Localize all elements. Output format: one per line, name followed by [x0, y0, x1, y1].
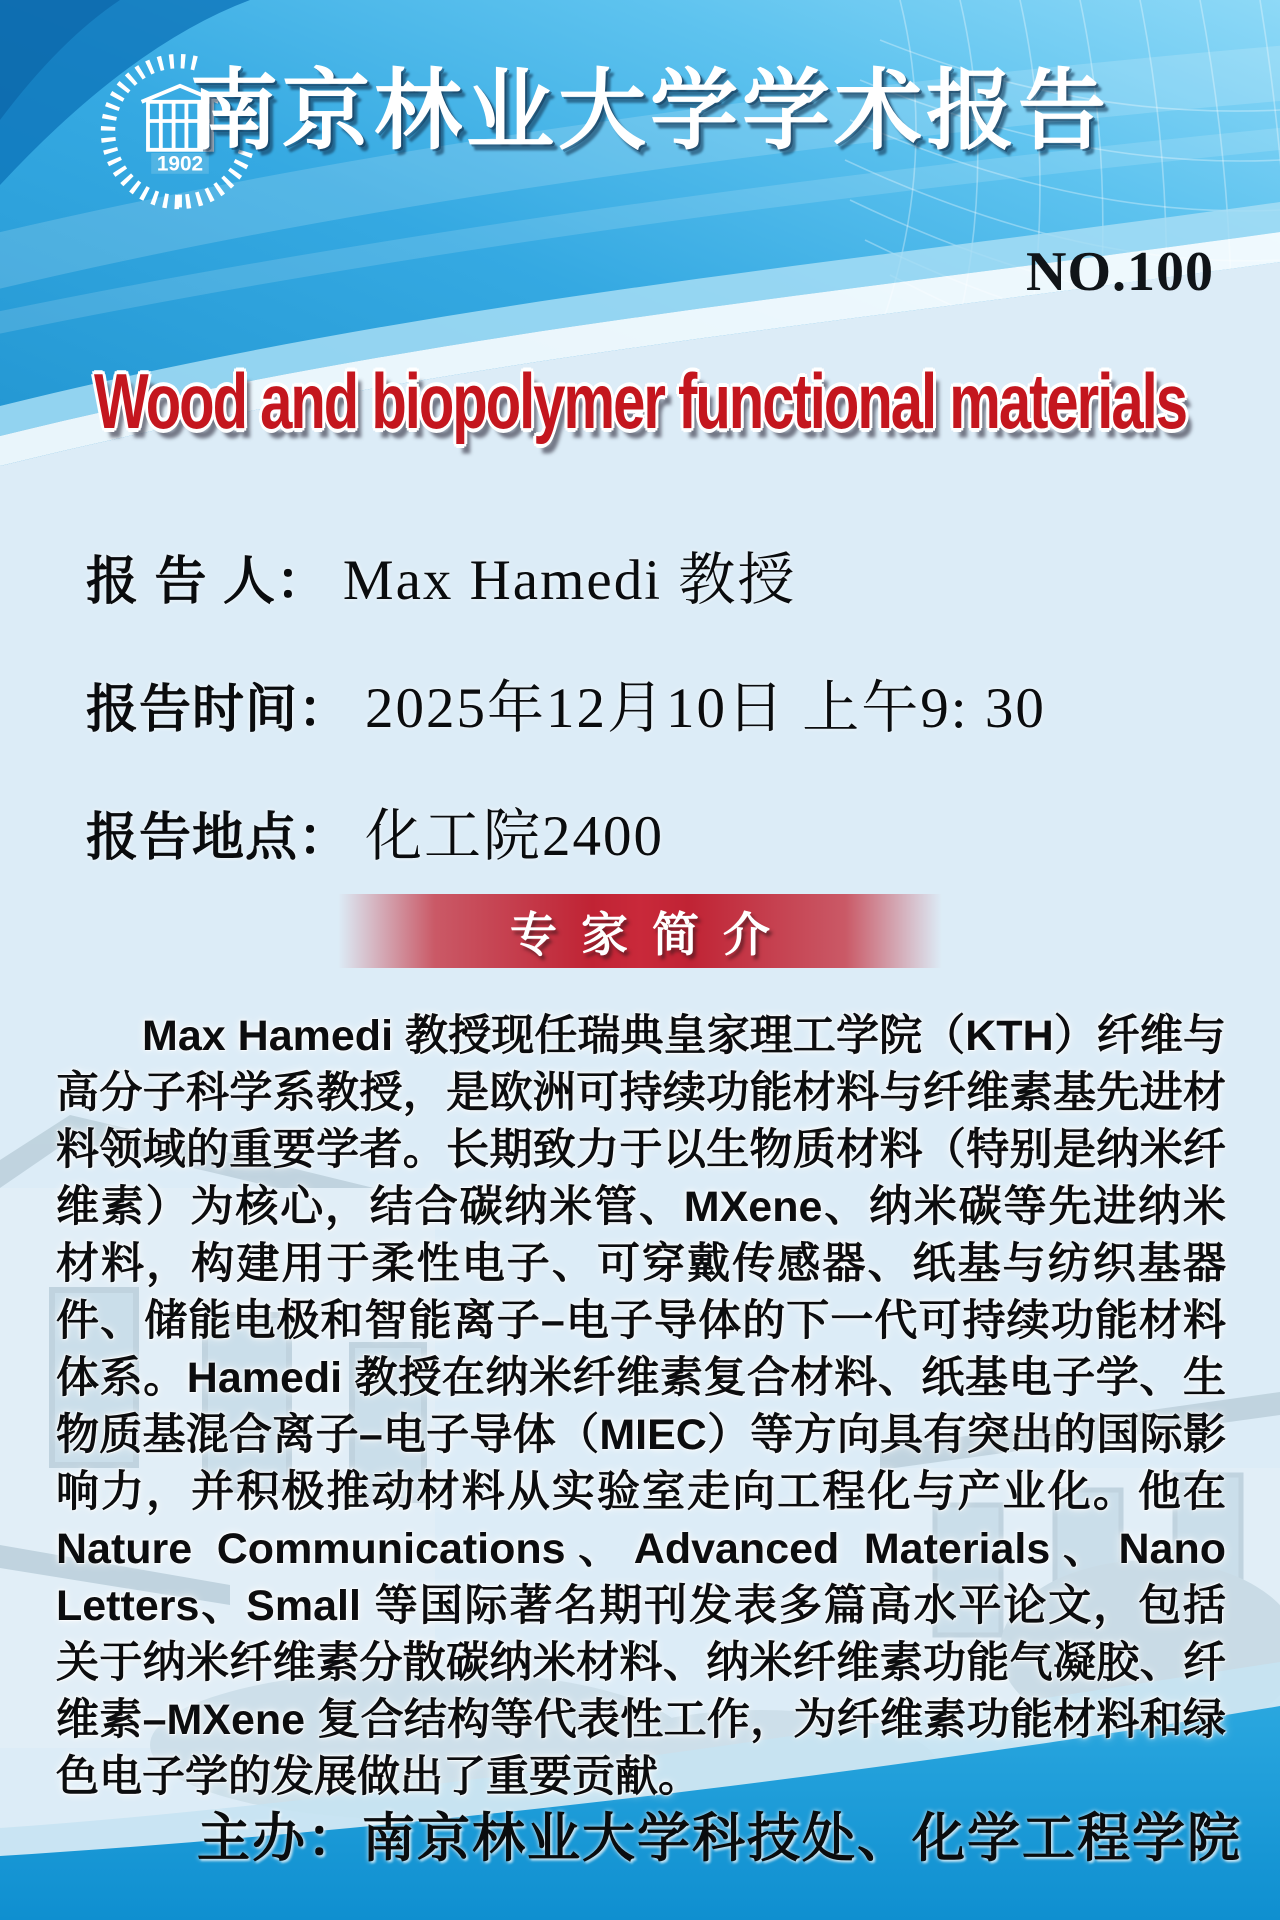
speaker-value: Max Hamedi 教授 — [342, 549, 797, 612]
emblem-year: 1902 — [156, 152, 204, 176]
expert-bio-paragraph: Max Hamedi 教授现任瑞典皇家理工学院（KTH）纤维与高分子科学系教授，是欧洲可持续功能材料与纤维素基先进材料领域的重要学者。长期致力于以生物质材料（特别是纳米纤维素）为核心，结合碳纳米管、MXene、纳米碳等先进纳米材料，构建用于柔性电子、可穿戴传感器、纸基与纺织基器件、储能电极和智能离子–电子导体的下一代可持续功能材料体系。Hamedi 教授在纳米纤维素复合材料、纸基电子学、生物质基混合离子–电子导体（MIEC）等方向具有突出的国际影响力，并积极推动材料从实验室走向工程化与产业化。他在 Nature Communications、Advanced Materials、Nano Letters、Small 等国际著名期刊发表多篇高水平论文，包括关于纳米纤维素分散碳纳米材料、纳米纤维素功能气凝胶、纤维素–MXene 复合结构等代表性工作，为纤维素功能材料和绿色电子学的发展做出了重要贡献。 — [56, 1012, 1226, 1801]
time-row — [86, 662, 1046, 744]
venue-label: 报告地点： — [86, 809, 352, 867]
venue-value: 化工院2400 — [365, 805, 665, 868]
time-value: 2025年12月10日 上午9: 30 — [365, 677, 1046, 740]
speaker-row — [86, 534, 1046, 616]
speaker-label: 报 告 人： — [86, 553, 329, 611]
expert-intro-heading: 专家简介 — [510, 907, 794, 961]
lecture-title: Wood and biopolymer functional materials — [94, 357, 1186, 446]
expert-intro-banner — [338, 894, 942, 968]
time-label: 报告时间： — [86, 681, 352, 739]
organizer-footer: 主办：南京林业大学科技处、化学工程学院 — [197, 1810, 1242, 1868]
lecture-info-block — [86, 534, 1046, 918]
university-title: 南京林业大学学术报告 — [190, 64, 1111, 161]
venue-row — [86, 790, 1046, 872]
issue-number: NO.100 — [1026, 241, 1214, 303]
